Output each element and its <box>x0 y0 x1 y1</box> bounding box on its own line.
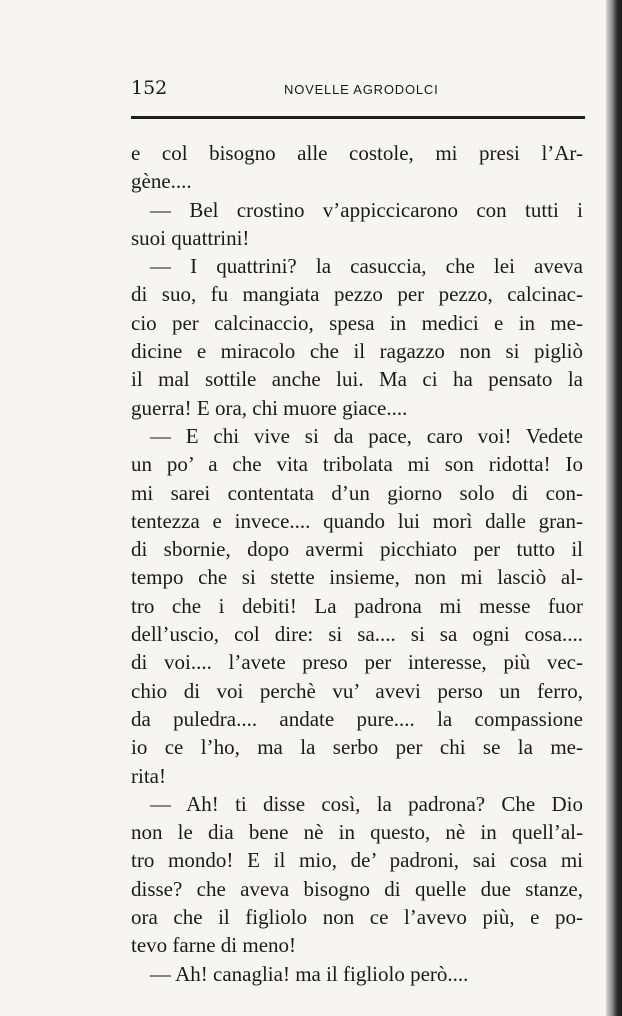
text-line: tempo che si stette insieme, non mi lasciò al- <box>131 565 583 590</box>
text-line: da puledra.... andate pure.... la compassione <box>131 706 583 731</box>
page-header <box>131 72 583 102</box>
text-line: dell’uscio, col dire: si sa.... si sa ogni cosa.... <box>131 622 583 647</box>
text-line: un po’ a che vita tribolata mi son ridotta! Io <box>131 452 583 477</box>
text-line: di sbornie, dopo avermi picchiato per tutto il <box>131 537 583 562</box>
text-line: tro che i debiti! La padrona mi messe fuor <box>131 593 583 618</box>
text-line: guerra! E ora, chi muore giace.... <box>131 395 408 420</box>
text-line: rita! <box>131 763 166 788</box>
text-line: gène.... <box>131 169 192 194</box>
text-line: — Ah! canaglia! ma il figliolo però.... <box>150 961 469 986</box>
text-line: mi sarei contentata d’un giorno solo di con- <box>131 480 583 505</box>
text-line: tentezza e invece.... quando lui morì dalle gran- <box>131 508 583 533</box>
text-line: — Bel crostino v’appiccicarono con tutti i <box>150 197 583 222</box>
header-rule <box>131 116 585 119</box>
book-spine-shadow <box>606 0 622 1016</box>
text-line: il mal sottile anche lui. Ma ci ha pensato la <box>131 367 583 392</box>
text-line: tro mondo! E il mio, de’ padroni, sai cosa mi <box>131 848 583 873</box>
text-line: tevo farne di meno! <box>131 933 297 958</box>
text-line: di suo, fu mangiata pezzo per pezzo, calcinac- <box>131 282 583 307</box>
page-number: 152 <box>131 77 168 99</box>
text-line: di voi.... l’avete preso per interesse, più vec- <box>131 650 583 675</box>
text-line: cio per calcinaccio, spesa in medici e in me- <box>131 310 583 335</box>
text-line: dicine e miracolo che il ragazzo non si pigliò <box>131 339 583 364</box>
text-line: — E chi vive si da pace, caro voi! Vedete <box>150 423 583 448</box>
text-line: chio di voi perchè vu’ avevi perso un ferro, <box>131 678 583 703</box>
text-line: io ce l’ho, ma la serbo per chi se la me- <box>131 735 583 760</box>
text-line: ora che il figliolo non ce l’avevo più, e po- <box>131 905 583 930</box>
body-text <box>131 139 583 988</box>
text-line: — I quattrini? la casuccia, che lei aveva <box>150 254 583 279</box>
running-head: NOVELLE AGRODOLCI <box>284 82 439 97</box>
text-line: suoi quattrini! <box>131 225 250 250</box>
text-line: e col bisogno alle costole, mi presi l’Ar- <box>131 141 583 165</box>
text-line: disse? che aveva bisogno di quelle due stanze, <box>131 876 583 901</box>
text-line: non le dia bene nè in questo, nè in quell’al- <box>131 820 583 845</box>
text-line: — Ah! ti disse così, la padrona? Che Dio <box>150 791 583 816</box>
